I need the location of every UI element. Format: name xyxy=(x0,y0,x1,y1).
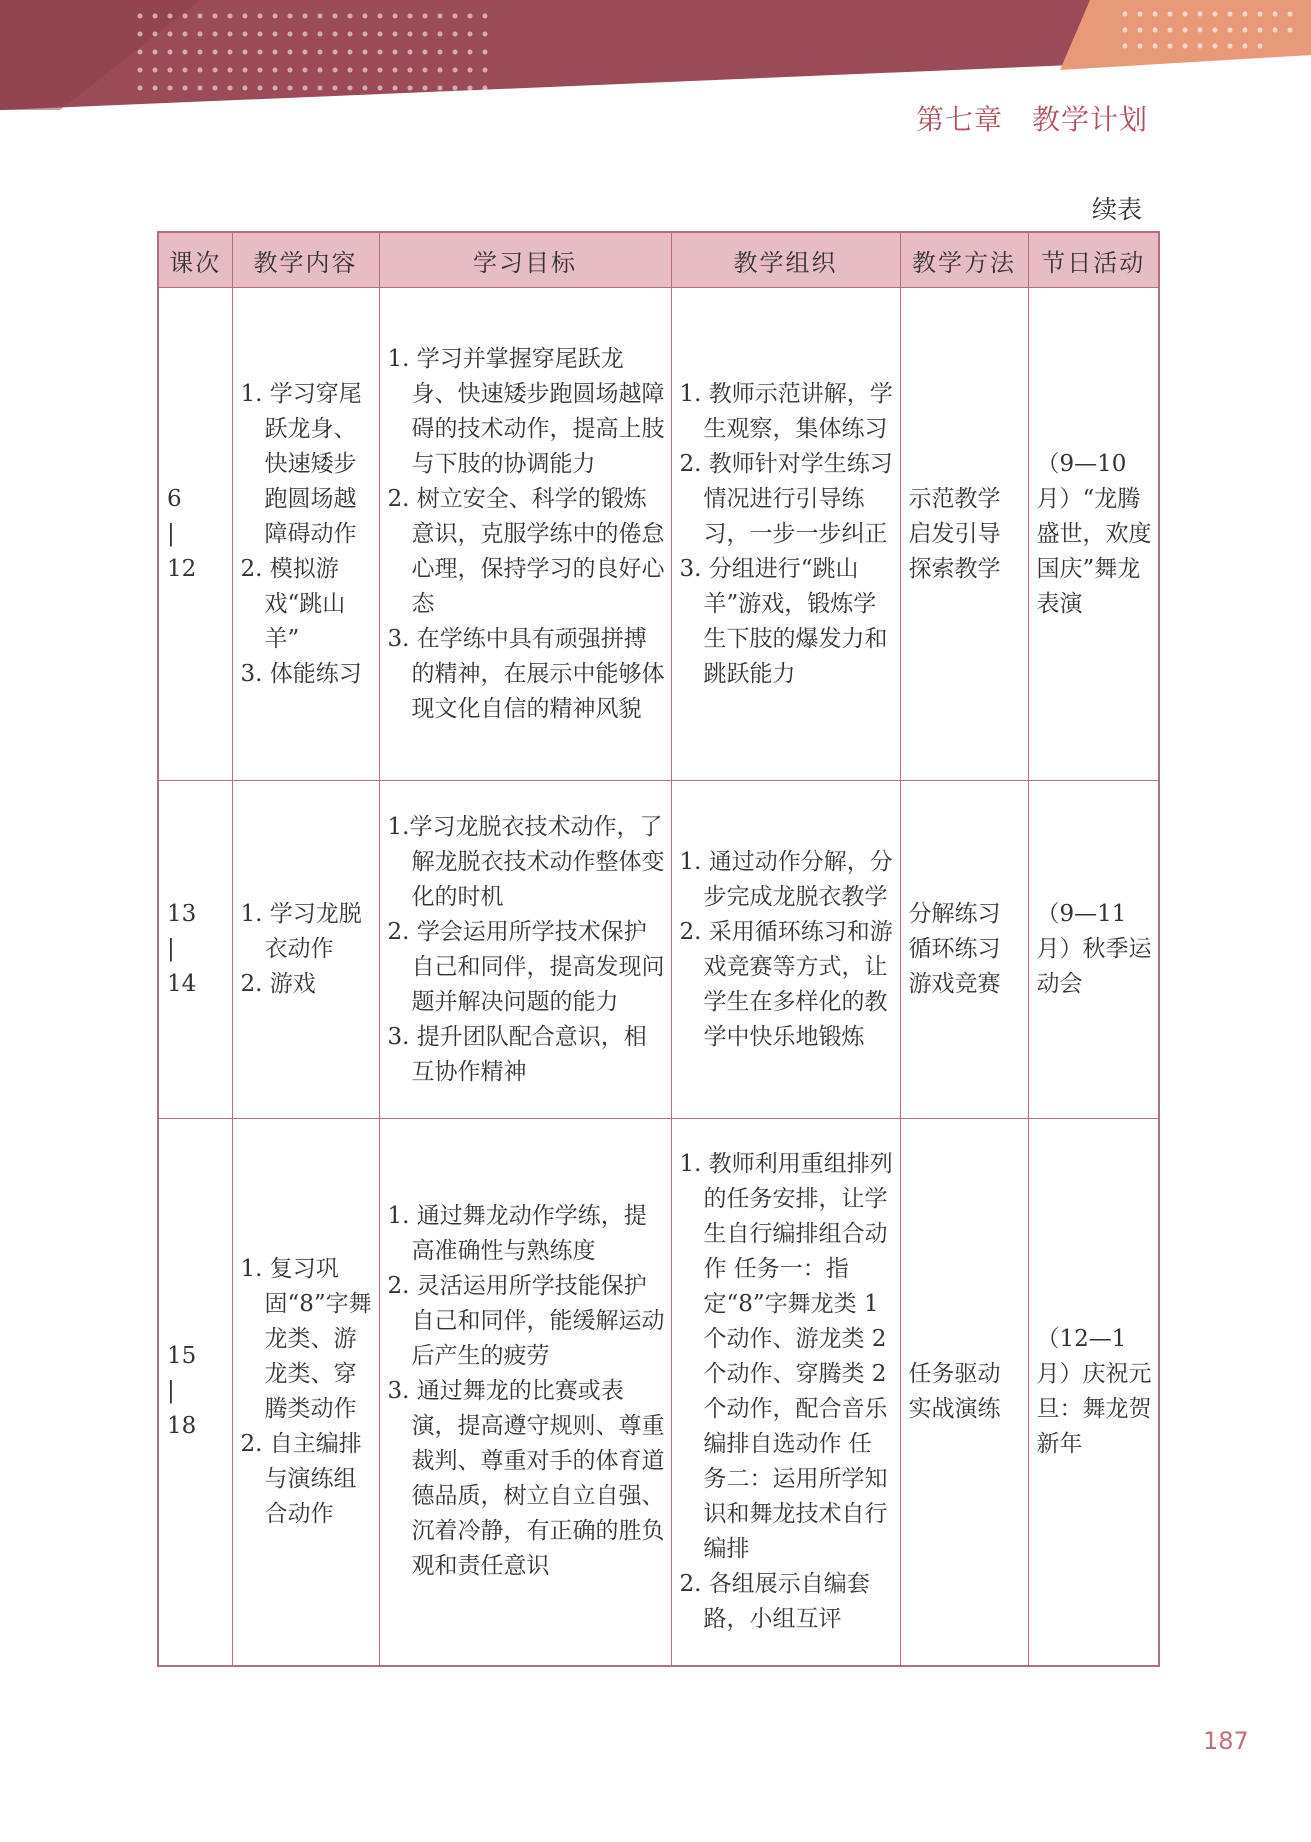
page-number: 187 xyxy=(1203,1727,1249,1755)
list-item: 2. 灵活运用所学技能保护自己和同伴，能缓解运动后产生的疲劳 xyxy=(387,1273,665,1370)
organization-cell xyxy=(671,288,900,781)
list-item: 1. 学习穿尾跃龙身、快速矮步跑圆场越障碍动作 xyxy=(240,380,362,547)
method-item: 分解练习 xyxy=(908,901,1001,927)
list-item: 1. 教师利用重组排列的任务安排，让学生自行编排组合动作 任务一：指定“8”字舞龙类 1 个动作、游龙类 2 个动作、穿腾类 2 个动作，配合音乐编排自选动作 任务二：运用所学知识和舞龙技术自行编排 xyxy=(679,1150,893,1562)
organization-cell xyxy=(671,781,900,1119)
lesson-number-cell xyxy=(158,1119,232,1666)
list-item: 3. 体能练习 xyxy=(240,660,362,687)
method-item: 示范教学 xyxy=(908,485,1001,512)
list-item: 2. 教师针对学生练习情况进行引导练习，一步一步纠正 xyxy=(679,450,893,547)
header-methods: 教学方法 xyxy=(900,232,1028,288)
lesson-separator: | xyxy=(167,936,175,962)
lesson-end: 18 xyxy=(167,1413,197,1440)
method-item: 实战演练 xyxy=(908,1395,1001,1422)
list-item: 3. 通过舞龙的比赛或表演，提高遵守规则、尊重裁判、尊重对手的体育道德品质，树立自立自强、沉着冷静，有正确的胜负观和责任意识 xyxy=(387,1378,665,1580)
header-content: 教学内容 xyxy=(232,232,379,288)
list-item: 1.学习龙脱衣技术动作，了解龙脱衣技术动作整体变化的时机 xyxy=(387,813,665,910)
list-item: 1. 学习龙脱衣动作 xyxy=(240,901,362,962)
list-item: 2. 树立安全、科学的锻炼意识，克服学练中的倦怠心理，保持学习的良好心态 xyxy=(387,485,665,617)
list-item: 2. 各组展示自编套路，小组互评 xyxy=(679,1570,870,1632)
lesson-start: 13 xyxy=(167,901,197,927)
goals-cell xyxy=(379,288,671,781)
goals-cell xyxy=(379,1119,671,1666)
list-item: 2. 学会运用所学技术保护自己和同伴，提高发现问题并解决问题的能力 xyxy=(387,918,665,1015)
method-item: 探索教学 xyxy=(908,555,1001,582)
method-item: 任务驱动 xyxy=(908,1360,1001,1387)
header-activity: 节日活动 xyxy=(1028,232,1159,288)
lesson-separator: | xyxy=(167,1378,175,1405)
table-row xyxy=(158,781,1159,1119)
methods-cell xyxy=(900,781,1028,1119)
activity-cell: （12—1月）庆祝元旦：舞龙贺新年 xyxy=(1028,1119,1159,1666)
list-item: 2. 模拟游戏“跳山羊” xyxy=(240,555,346,652)
lesson-end: 14 xyxy=(167,971,197,997)
header-organization: 教学组织 xyxy=(671,232,900,288)
goals-cell xyxy=(379,781,671,1119)
list-item: 1. 复习巩固“8”字舞龙类、游龙类、穿腾类动作 xyxy=(240,1255,372,1422)
methods-cell xyxy=(900,288,1028,781)
list-item: 2. 游戏 xyxy=(240,971,316,997)
content-cell xyxy=(232,1119,379,1666)
method-item: 启发引导 xyxy=(908,520,1001,547)
lesson-start: 6 xyxy=(167,485,182,512)
list-item: 1. 通过动作分解，分步完成龙脱衣教学 xyxy=(679,848,893,910)
table-row xyxy=(158,288,1159,781)
method-item: 循环练习 xyxy=(908,936,1001,962)
list-item: 3. 分组进行“跳山羊”游戏，锻炼学生下肢的爆发力和跳跃能力 xyxy=(679,555,888,687)
header-lesson: 课次 xyxy=(158,232,232,288)
content-cell xyxy=(232,288,379,781)
list-item: 1. 通过舞龙动作学练，提高准确性与熟练度 xyxy=(387,1203,647,1265)
lesson-start: 15 xyxy=(167,1343,197,1370)
chapter-title: 第七章 教学计划 xyxy=(915,103,1148,136)
activity-cell: （9—10月）“龙腾盛世，欢度国庆”舞龙表演 xyxy=(1028,288,1159,781)
lesson-number-cell xyxy=(158,781,232,1119)
list-item: 1. 教师示范讲解，学生观察，集体练习 xyxy=(679,380,893,442)
lesson-number-cell xyxy=(158,288,232,781)
list-item: 2. 自主编排与演练组合动作 xyxy=(240,1430,362,1527)
activity-cell: （9—11月）秋季运动会 xyxy=(1028,781,1159,1119)
lesson-separator: | xyxy=(167,520,175,547)
organization-cell xyxy=(671,1119,900,1666)
methods-cell xyxy=(900,1119,1028,1666)
lesson-end: 12 xyxy=(167,555,197,582)
teaching-plan-table xyxy=(157,231,1160,1667)
method-item: 游戏竞赛 xyxy=(908,971,1001,997)
continued-label: 续表 xyxy=(1092,195,1143,224)
list-item: 1. 学习并掌握穿尾跃龙身、快速矮步跑圆场越障碍的技术动作，提高上肢与下肢的协调能力 xyxy=(387,345,665,477)
list-item: 2. 采用循环练习和游戏竞赛等方式，让学生在多样化的教学中快乐地锻炼 xyxy=(679,918,893,1050)
header-goals: 学习目标 xyxy=(379,232,671,288)
table-row xyxy=(158,1119,1159,1666)
list-item: 3. 提升团队配合意识，相互协作精神 xyxy=(387,1023,647,1085)
content-cell xyxy=(232,781,379,1119)
table-header-row xyxy=(158,232,1159,288)
list-item: 3. 在学练中具有顽强拼搏的精神，在展示中能够体现文化自信的精神风貌 xyxy=(387,625,665,722)
